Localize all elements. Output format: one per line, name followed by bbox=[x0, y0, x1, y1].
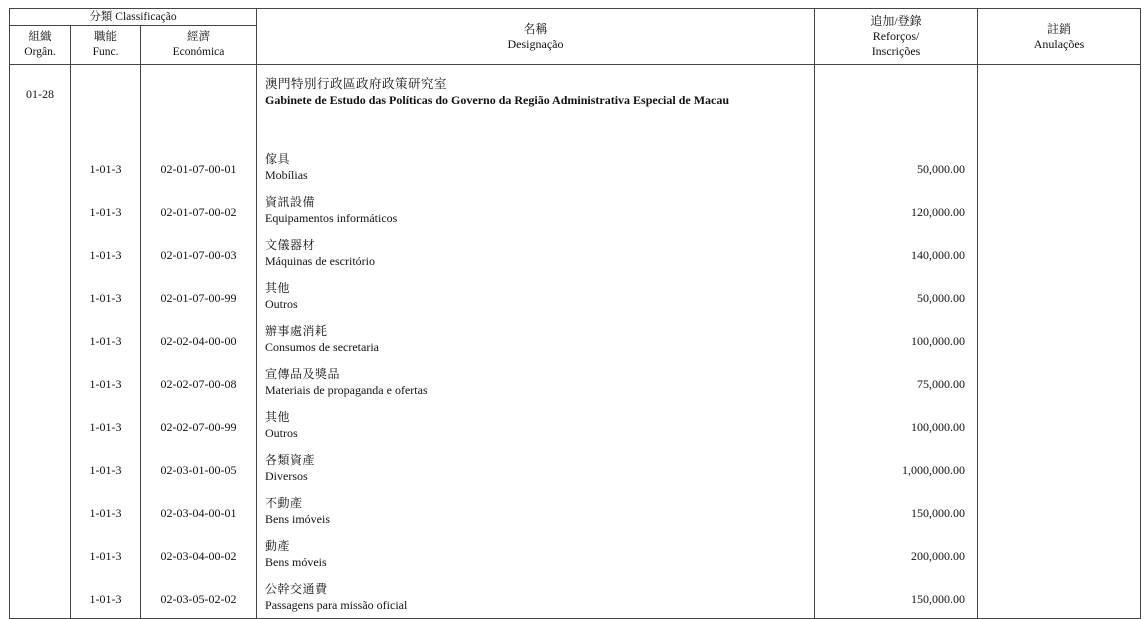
cancellation-amount bbox=[978, 188, 1141, 231]
func-code: 1-01-3 bbox=[71, 575, 141, 619]
func-code: 1-01-3 bbox=[71, 231, 141, 274]
reinforcement-amount: 200,000.00 bbox=[815, 532, 978, 575]
cancellation-amount bbox=[978, 489, 1141, 532]
designation-pt: Máquinas de escritório bbox=[265, 253, 375, 268]
table-row bbox=[10, 145, 1141, 188]
designation-zh: 辦事處消耗 bbox=[265, 323, 328, 338]
org-cell bbox=[10, 145, 71, 188]
org-code: 01-28 bbox=[10, 65, 71, 146]
designation bbox=[257, 145, 815, 188]
entity-row bbox=[10, 65, 1141, 146]
reinforcement-amount: 150,000.00 bbox=[815, 575, 978, 619]
cancellation-amount bbox=[978, 145, 1141, 188]
econ-code: 02-02-04-00-00 bbox=[141, 317, 257, 360]
designation-zh: 資訊設備 bbox=[265, 194, 316, 209]
reinforcement-amount: 100,000.00 bbox=[815, 317, 978, 360]
func-code: 1-01-3 bbox=[71, 403, 141, 446]
cancellation-amount bbox=[978, 274, 1141, 317]
table-row bbox=[10, 489, 1141, 532]
org-cell bbox=[10, 360, 71, 403]
func-code: 1-01-3 bbox=[71, 145, 141, 188]
cancellation-amount bbox=[978, 360, 1141, 403]
org-cell bbox=[10, 188, 71, 231]
func-code: 1-01-3 bbox=[71, 446, 141, 489]
econ-code: 02-03-05-02-02 bbox=[141, 575, 257, 619]
table-header bbox=[10, 9, 1141, 65]
designation bbox=[257, 403, 815, 446]
table-row bbox=[10, 403, 1141, 446]
econ-code: 02-02-07-00-08 bbox=[141, 360, 257, 403]
designation-pt: Materiais de propaganda e ofertas bbox=[265, 382, 428, 397]
designation bbox=[257, 489, 815, 532]
org-cell bbox=[10, 274, 71, 317]
designation bbox=[257, 446, 815, 489]
econ-code: 02-03-04-00-02 bbox=[141, 532, 257, 575]
designation-pt: Outros bbox=[265, 425, 298, 440]
org-cell bbox=[10, 317, 71, 360]
org-cell bbox=[10, 489, 71, 532]
reinforcement-amount: 120,000.00 bbox=[815, 188, 978, 231]
econ-code: 02-01-07-00-01 bbox=[141, 145, 257, 188]
func-code: 1-01-3 bbox=[71, 317, 141, 360]
table-body bbox=[10, 65, 1141, 619]
cancellation-amount bbox=[978, 317, 1141, 360]
designation-pt: Bens móveis bbox=[265, 554, 327, 569]
designation-zh: 各類資產 bbox=[265, 452, 316, 467]
econ-code: 02-01-07-00-99 bbox=[141, 274, 257, 317]
econ-code: 02-03-01-00-05 bbox=[141, 446, 257, 489]
econ-code: 02-03-04-00-01 bbox=[141, 489, 257, 532]
designation-zh: 其他 bbox=[265, 280, 291, 295]
designation bbox=[257, 317, 815, 360]
org-cell bbox=[10, 575, 71, 619]
entity-name-zh: 澳門特別行政區政府政策研究室 bbox=[265, 77, 448, 91]
reinforcement-amount: 75,000.00 bbox=[815, 360, 978, 403]
table-row bbox=[10, 360, 1141, 403]
table-row bbox=[10, 274, 1141, 317]
reinforcements-header: 追加/登錄 Reforços/ Inscrições bbox=[815, 9, 978, 65]
reinforcement-amount: 50,000.00 bbox=[815, 274, 978, 317]
designation-zh: 其他 bbox=[265, 409, 291, 424]
designation-pt: Passagens para missão oficial bbox=[265, 597, 408, 612]
designation-zh: 公幹交通費 bbox=[265, 581, 328, 596]
cancellation-amount bbox=[978, 231, 1141, 274]
func-code: 1-01-3 bbox=[71, 360, 141, 403]
table-row bbox=[10, 317, 1141, 360]
function-header: 職能 Func. bbox=[71, 26, 141, 65]
designation-header: 名稱 Designação bbox=[257, 9, 815, 65]
econ-code: 02-01-07-00-03 bbox=[141, 231, 257, 274]
designation-pt: Bens imóveis bbox=[265, 511, 331, 526]
designation bbox=[257, 274, 815, 317]
cancellation-amount bbox=[978, 532, 1141, 575]
table-row bbox=[10, 446, 1141, 489]
org-cell bbox=[10, 446, 71, 489]
designation-pt: Equipamentos informáticos bbox=[265, 210, 398, 225]
designation-pt: Diversos bbox=[265, 468, 308, 483]
table-row bbox=[10, 532, 1141, 575]
cancellation-amount bbox=[978, 575, 1141, 619]
entity-name-pt: Gabinete de Estudo das Políticas do Governo da Região Administrativa Especial de Macau bbox=[265, 93, 730, 107]
cancellation-amount bbox=[978, 403, 1141, 446]
reinforcement-amount: 1,000,000.00 bbox=[815, 446, 978, 489]
table-row bbox=[10, 231, 1141, 274]
designation bbox=[257, 360, 815, 403]
reinforcement-amount: 140,000.00 bbox=[815, 231, 978, 274]
reinforcement-amount: 50,000.00 bbox=[815, 145, 978, 188]
econ-code: 02-02-07-00-99 bbox=[141, 403, 257, 446]
designation-zh: 動產 bbox=[265, 538, 291, 553]
economic-header: 經濟 Económica bbox=[141, 26, 257, 65]
designation bbox=[257, 188, 815, 231]
econ-code: 02-01-07-00-02 bbox=[141, 188, 257, 231]
budget-table bbox=[9, 8, 1141, 619]
cancellation-amount bbox=[978, 446, 1141, 489]
func-code: 1-01-3 bbox=[71, 188, 141, 231]
classification-header: 分類 Classificação bbox=[10, 9, 257, 26]
organ-header: 組織 Orgân. bbox=[10, 26, 71, 65]
designation-pt: Consumos de secretaria bbox=[265, 339, 379, 354]
org-cell bbox=[10, 231, 71, 274]
designation bbox=[257, 532, 815, 575]
designation-pt: Mobílias bbox=[265, 167, 308, 182]
reinforcement-amount: 100,000.00 bbox=[815, 403, 978, 446]
designation-zh: 不動產 bbox=[265, 495, 303, 510]
designation-pt: Outros bbox=[265, 296, 298, 311]
designation-zh: 傢具 bbox=[265, 151, 291, 166]
org-cell bbox=[10, 403, 71, 446]
entity-name bbox=[257, 65, 815, 146]
table-row bbox=[10, 188, 1141, 231]
func-code: 1-01-3 bbox=[71, 274, 141, 317]
func-code: 1-01-3 bbox=[71, 532, 141, 575]
cancellations-header: 註銷 Anulações bbox=[978, 9, 1141, 65]
reinforcement-amount: 150,000.00 bbox=[815, 489, 978, 532]
org-cell bbox=[10, 532, 71, 575]
designation bbox=[257, 575, 815, 619]
designation bbox=[257, 231, 815, 274]
func-code: 1-01-3 bbox=[71, 489, 141, 532]
table-row bbox=[10, 575, 1141, 619]
designation-zh: 文儀器材 bbox=[265, 237, 316, 252]
designation-zh: 宣傳品及獎品 bbox=[265, 366, 341, 381]
